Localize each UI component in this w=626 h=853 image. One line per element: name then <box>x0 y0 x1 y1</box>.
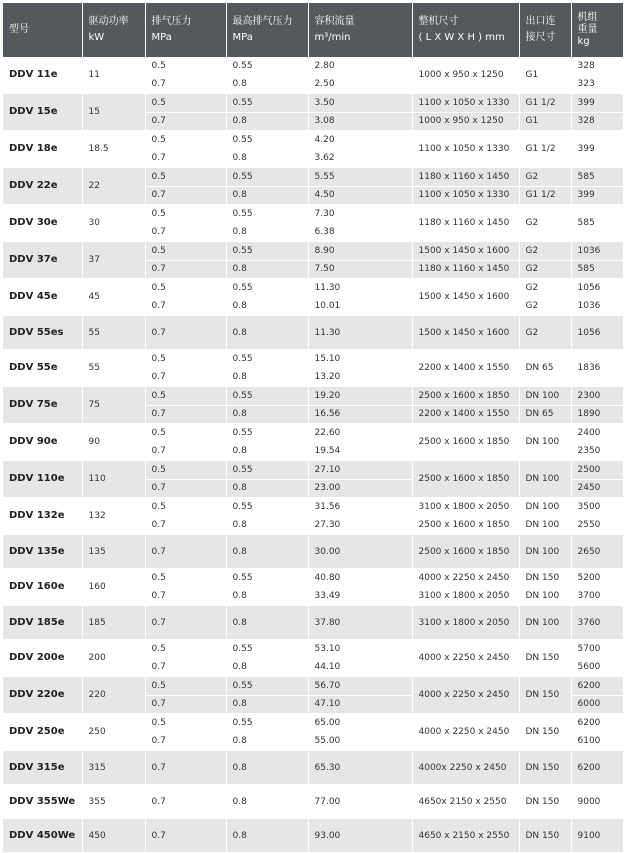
flow-cell: 4.20 <box>308 131 412 150</box>
outlet-cell: G2 <box>519 260 571 279</box>
weight-cell: 2650 <box>571 535 623 569</box>
pressure-cell: 0.5 <box>145 57 226 75</box>
pressure-cell: 0.7 <box>145 516 226 535</box>
power-cell: 15 <box>82 94 145 131</box>
pressure-cell: 0.5 <box>145 714 226 733</box>
table-row <box>3 242 623 261</box>
flow-cell: 3.50 <box>308 94 412 113</box>
table-row <box>3 387 623 406</box>
outlet-cell: DN 100 <box>519 587 571 606</box>
power-cell: 18.5 <box>82 131 145 168</box>
dimensions-cell: 1180 x 1160 x 1450 <box>412 168 519 187</box>
flow-cell: 3.62 <box>308 149 412 168</box>
max-pressure-cell: 0.55 <box>226 279 308 298</box>
weight-cell: 2350 <box>571 442 623 461</box>
weight-cell: 2550 <box>571 516 623 535</box>
header-pressure: 排气压力 MPa <box>145 3 226 57</box>
header-model: 型号 <box>3 3 82 57</box>
table-row <box>3 498 623 517</box>
outlet-cell: DN 150 <box>519 569 571 588</box>
pressure-cell: 0.7 <box>145 260 226 279</box>
dimensions-cell: 3100 x 1800 x 2050 <box>412 587 519 606</box>
dimensions-cell: 2500 x 1600 x 1850 <box>412 461 519 498</box>
weight-cell: 323 <box>571 75 623 94</box>
weight-cell: 2450 <box>571 479 623 498</box>
table-row <box>3 714 623 733</box>
model-cell: DDV 15e <box>3 94 82 131</box>
weight-cell: 2500 <box>571 461 623 480</box>
outlet-cell: DN 150 <box>519 819 571 853</box>
pressure-cell: 0.7 <box>145 785 226 819</box>
pressure-cell: 0.5 <box>145 168 226 187</box>
max-pressure-cell: 0.8 <box>226 112 308 131</box>
dimensions-cell: 1500 x 1450 x 1600 <box>412 279 519 316</box>
power-cell: 355 <box>82 785 145 819</box>
model-cell: DDV 55es <box>3 316 82 350</box>
outlet-cell: G2 <box>519 316 571 350</box>
outlet-cell: DN 100 <box>519 498 571 517</box>
max-pressure-cell: 0.8 <box>226 695 308 714</box>
pressure-cell: 0.7 <box>145 658 226 677</box>
max-pressure-cell: 0.8 <box>226 260 308 279</box>
max-pressure-cell: 0.8 <box>226 223 308 242</box>
table-row <box>3 279 623 298</box>
table-row <box>3 94 623 113</box>
pressure-cell: 0.5 <box>145 387 226 406</box>
outlet-cell: DN 100 <box>519 606 571 640</box>
power-cell: 132 <box>82 498 145 535</box>
table-row <box>3 57 623 75</box>
pressure-cell: 0.7 <box>145 819 226 853</box>
power-cell: 55 <box>82 350 145 387</box>
dimensions-cell: 4000 x 2250 x 2450 <box>412 714 519 751</box>
dimensions-cell: 4650 x 2150 x 2550 <box>412 819 519 853</box>
dimensions-cell: 4000x 2250 x 2450 <box>412 751 519 785</box>
power-cell: 135 <box>82 535 145 569</box>
pressure-cell: 0.7 <box>145 479 226 498</box>
model-cell: DDV 450We <box>3 819 82 853</box>
table-row <box>3 205 623 224</box>
outlet-cell: DN 150 <box>519 714 571 751</box>
max-pressure-cell: 0.8 <box>226 442 308 461</box>
power-cell: 45 <box>82 279 145 316</box>
power-cell: 90 <box>82 424 145 461</box>
flow-cell: 2.80 <box>308 57 412 75</box>
power-cell: 11 <box>82 57 145 94</box>
model-cell: DDV 185e <box>3 606 82 640</box>
flow-cell: 37.80 <box>308 606 412 640</box>
power-cell: 450 <box>82 819 145 853</box>
outlet-cell: G1 <box>519 112 571 131</box>
outlet-cell: G2 <box>519 168 571 187</box>
weight-cell: 328 <box>571 57 623 75</box>
pressure-cell: 0.7 <box>145 149 226 168</box>
model-cell: DDV 30e <box>3 205 82 242</box>
dimensions-cell: 1100 x 1050 x 1330 <box>412 94 519 113</box>
max-pressure-cell: 0.55 <box>226 640 308 659</box>
weight-cell: 5200 <box>571 569 623 588</box>
dimensions-cell: 2200 x 1400 x 1550 <box>412 350 519 387</box>
flow-cell: 19.20 <box>308 387 412 406</box>
flow-cell: 47.10 <box>308 695 412 714</box>
header-power: 驱动功率 kW <box>82 3 145 57</box>
flow-cell: 3.08 <box>308 112 412 131</box>
power-cell: 110 <box>82 461 145 498</box>
flow-cell: 65.30 <box>308 751 412 785</box>
weight-cell: 399 <box>571 186 623 205</box>
power-cell: 160 <box>82 569 145 606</box>
pressure-cell: 0.7 <box>145 751 226 785</box>
spec-table <box>3 3 623 853</box>
max-pressure-cell: 0.55 <box>226 131 308 150</box>
flow-cell: 19.54 <box>308 442 412 461</box>
weight-cell: 2300 <box>571 387 623 406</box>
table-row <box>3 640 623 659</box>
dimensions-cell: 4000 x 2250 x 2450 <box>412 640 519 677</box>
max-pressure-cell: 0.8 <box>226 785 308 819</box>
header-dimensions: 整机尺寸 ( L X W X H ) mm <box>412 3 519 57</box>
flow-cell: 7.50 <box>308 260 412 279</box>
model-cell: DDV 11e <box>3 57 82 94</box>
pressure-cell: 0.7 <box>145 316 226 350</box>
pressure-cell: 0.7 <box>145 695 226 714</box>
spec-table-body <box>3 57 623 853</box>
table-row <box>3 819 623 853</box>
max-pressure-cell: 0.8 <box>226 297 308 316</box>
outlet-cell: DN 100 <box>519 516 571 535</box>
weight-cell: 9100 <box>571 819 623 853</box>
outlet-cell: DN 100 <box>519 424 571 461</box>
flow-cell: 40.80 <box>308 569 412 588</box>
flow-cell: 53.10 <box>308 640 412 659</box>
flow-cell: 5.55 <box>308 168 412 187</box>
header-max-pressure: 最高排气压力 MPa <box>226 3 308 57</box>
pressure-cell: 0.7 <box>145 587 226 606</box>
flow-cell: 27.30 <box>308 516 412 535</box>
table-row <box>3 316 623 350</box>
flow-cell: 6.38 <box>308 223 412 242</box>
max-pressure-cell: 0.55 <box>226 569 308 588</box>
flow-cell: 55.00 <box>308 732 412 751</box>
pressure-cell: 0.7 <box>145 535 226 569</box>
model-cell: DDV 355We <box>3 785 82 819</box>
weight-cell: 6000 <box>571 695 623 714</box>
max-pressure-cell: 0.8 <box>226 516 308 535</box>
power-cell: 315 <box>82 751 145 785</box>
weight-cell: 1056 <box>571 279 623 298</box>
weight-cell: 1036 <box>571 297 623 316</box>
outlet-cell: DN 150 <box>519 785 571 819</box>
max-pressure-cell: 0.55 <box>226 677 308 696</box>
pressure-cell: 0.5 <box>145 640 226 659</box>
pressure-cell: 0.7 <box>145 606 226 640</box>
outlet-cell: G2 <box>519 297 571 316</box>
outlet-cell: DN 150 <box>519 751 571 785</box>
pressure-cell: 0.7 <box>145 297 226 316</box>
dimensions-cell: 3100 x 1800 x 2050 <box>412 606 519 640</box>
pressure-cell: 0.5 <box>145 677 226 696</box>
flow-cell: 16.56 <box>308 405 412 424</box>
outlet-cell: G2 <box>519 279 571 298</box>
pressure-cell: 0.5 <box>145 131 226 150</box>
weight-cell: 399 <box>571 94 623 113</box>
weight-cell: 1056 <box>571 316 623 350</box>
flow-cell: 11.30 <box>308 279 412 298</box>
model-cell: DDV 160e <box>3 569 82 606</box>
dimensions-cell: 2500 x 1600 x 1850 <box>412 516 519 535</box>
model-cell: DDV 110e <box>3 461 82 498</box>
flow-cell: 13.20 <box>308 368 412 387</box>
dimensions-cell: 1100 x 1050 x 1330 <box>412 131 519 168</box>
outlet-cell: G1 1/2 <box>519 131 571 168</box>
outlet-cell: G1 <box>519 57 571 94</box>
power-cell: 37 <box>82 242 145 279</box>
dimensions-cell: 4000 x 2250 x 2450 <box>412 677 519 714</box>
weight-cell: 585 <box>571 260 623 279</box>
flow-cell: 27.10 <box>308 461 412 480</box>
table-row <box>3 535 623 569</box>
power-cell: 250 <box>82 714 145 751</box>
table-row <box>3 785 623 819</box>
table-row <box>3 606 623 640</box>
model-cell: DDV 135e <box>3 535 82 569</box>
max-pressure-cell: 0.8 <box>226 732 308 751</box>
flow-cell: 44.10 <box>308 658 412 677</box>
pressure-cell: 0.7 <box>145 442 226 461</box>
table-row <box>3 677 623 696</box>
max-pressure-cell: 0.8 <box>226 149 308 168</box>
header-outlet: 出口连 接尺寸 <box>519 3 571 57</box>
weight-cell: 585 <box>571 205 623 242</box>
model-cell: DDV 315e <box>3 751 82 785</box>
dimensions-cell: 2500 x 1600 x 1850 <box>412 387 519 406</box>
max-pressure-cell: 0.55 <box>226 461 308 480</box>
table-row <box>3 461 623 480</box>
flow-cell: 4.50 <box>308 186 412 205</box>
flow-cell: 10.01 <box>308 297 412 316</box>
power-cell: 200 <box>82 640 145 677</box>
max-pressure-cell: 0.8 <box>226 606 308 640</box>
power-cell: 30 <box>82 205 145 242</box>
pressure-cell: 0.5 <box>145 424 226 443</box>
dimensions-cell: 2500 x 1600 x 1850 <box>412 535 519 569</box>
model-cell: DDV 90e <box>3 424 82 461</box>
outlet-cell: DN 65 <box>519 350 571 387</box>
power-cell: 22 <box>82 168 145 205</box>
table-row <box>3 350 623 369</box>
outlet-cell: G2 <box>519 242 571 261</box>
weight-cell: 1836 <box>571 350 623 387</box>
flow-cell: 33.49 <box>308 587 412 606</box>
table-row <box>3 751 623 785</box>
table-row <box>3 424 623 443</box>
model-cell: DDV 75e <box>3 387 82 424</box>
table-row <box>3 131 623 150</box>
weight-cell: 6100 <box>571 732 623 751</box>
outlet-cell: DN 100 <box>519 461 571 498</box>
max-pressure-cell: 0.55 <box>226 242 308 261</box>
max-pressure-cell: 0.8 <box>226 587 308 606</box>
outlet-cell: DN 100 <box>519 535 571 569</box>
pressure-cell: 0.5 <box>145 498 226 517</box>
max-pressure-cell: 0.8 <box>226 751 308 785</box>
dimensions-cell: 4650x 2150 x 2550 <box>412 785 519 819</box>
weight-cell: 1036 <box>571 242 623 261</box>
outlet-cell: DN 150 <box>519 677 571 714</box>
pressure-cell: 0.5 <box>145 94 226 113</box>
flow-cell: 8.90 <box>308 242 412 261</box>
model-cell: DDV 22e <box>3 168 82 205</box>
max-pressure-cell: 0.55 <box>226 498 308 517</box>
flow-cell: 15.10 <box>308 350 412 369</box>
outlet-cell: DN 65 <box>519 405 571 424</box>
weight-cell: 2400 <box>571 424 623 443</box>
dimensions-cell: 2200 x 1400 x 1550 <box>412 405 519 424</box>
pressure-cell: 0.7 <box>145 75 226 94</box>
weight-cell: 3700 <box>571 587 623 606</box>
outlet-cell: G1 1/2 <box>519 186 571 205</box>
max-pressure-cell: 0.8 <box>226 368 308 387</box>
dimensions-cell: 1180 x 1160 x 1450 <box>412 205 519 242</box>
dimensions-cell: 1500 x 1450 x 1600 <box>412 242 519 261</box>
power-cell: 75 <box>82 387 145 424</box>
max-pressure-cell: 0.8 <box>226 405 308 424</box>
max-pressure-cell: 0.55 <box>226 57 308 75</box>
pressure-cell: 0.5 <box>145 205 226 224</box>
flow-cell: 93.00 <box>308 819 412 853</box>
power-cell: 55 <box>82 316 145 350</box>
dimensions-cell: 4000 x 2250 x 2450 <box>412 569 519 588</box>
max-pressure-cell: 0.55 <box>226 205 308 224</box>
dimensions-cell: 3100 x 1800 x 2050 <box>412 498 519 517</box>
pressure-cell: 0.5 <box>145 242 226 261</box>
flow-cell: 65.00 <box>308 714 412 733</box>
weight-cell: 399 <box>571 131 623 168</box>
outlet-cell: DN 150 <box>519 640 571 677</box>
flow-cell: 30.00 <box>308 535 412 569</box>
model-cell: DDV 37e <box>3 242 82 279</box>
dimensions-cell: 1100 x 1050 x 1330 <box>412 186 519 205</box>
pressure-cell: 0.5 <box>145 279 226 298</box>
pressure-cell: 0.5 <box>145 569 226 588</box>
dimensions-cell: 2500 x 1600 x 1850 <box>412 424 519 461</box>
outlet-cell: G1 1/2 <box>519 94 571 113</box>
pressure-cell: 0.7 <box>145 405 226 424</box>
weight-cell: 585 <box>571 168 623 187</box>
model-cell: DDV 220e <box>3 677 82 714</box>
pressure-cell: 0.7 <box>145 112 226 131</box>
flow-cell: 22.60 <box>308 424 412 443</box>
dimensions-cell: 1000 x 950 x 1250 <box>412 112 519 131</box>
pressure-cell: 0.5 <box>145 461 226 480</box>
weight-cell: 6200 <box>571 677 623 696</box>
power-cell: 220 <box>82 677 145 714</box>
pressure-cell: 0.7 <box>145 368 226 387</box>
pressure-cell: 0.7 <box>145 186 226 205</box>
model-cell: DDV 200e <box>3 640 82 677</box>
dimensions-cell: 1000 x 950 x 1250 <box>412 57 519 94</box>
weight-cell: 3500 <box>571 498 623 517</box>
header-flow: 容积流量 m³/min <box>308 3 412 57</box>
max-pressure-cell: 0.55 <box>226 168 308 187</box>
model-cell: DDV 250e <box>3 714 82 751</box>
flow-cell: 2.50 <box>308 75 412 94</box>
table-header-row <box>3 3 623 57</box>
flow-cell: 11.30 <box>308 316 412 350</box>
flow-cell: 56.70 <box>308 677 412 696</box>
model-cell: DDV 132e <box>3 498 82 535</box>
max-pressure-cell: 0.55 <box>226 714 308 733</box>
max-pressure-cell: 0.8 <box>226 316 308 350</box>
power-cell: 185 <box>82 606 145 640</box>
model-cell: DDV 55e <box>3 350 82 387</box>
pressure-cell: 0.7 <box>145 732 226 751</box>
weight-cell: 6200 <box>571 714 623 733</box>
flow-cell: 31.56 <box>308 498 412 517</box>
dimensions-cell: 1500 x 1450 x 1600 <box>412 316 519 350</box>
flow-cell: 77.00 <box>308 785 412 819</box>
flow-cell: 7.30 <box>308 205 412 224</box>
weight-cell: 3760 <box>571 606 623 640</box>
max-pressure-cell: 0.8 <box>226 186 308 205</box>
weight-cell: 9000 <box>571 785 623 819</box>
model-cell: DDV 45e <box>3 279 82 316</box>
weight-cell: 6200 <box>571 751 623 785</box>
max-pressure-cell: 0.55 <box>226 424 308 443</box>
model-cell: DDV 18e <box>3 131 82 168</box>
weight-cell: 328 <box>571 112 623 131</box>
max-pressure-cell: 0.8 <box>226 658 308 677</box>
max-pressure-cell: 0.55 <box>226 94 308 113</box>
flow-cell: 23.00 <box>308 479 412 498</box>
weight-cell: 5700 <box>571 640 623 659</box>
outlet-cell: G2 <box>519 205 571 242</box>
max-pressure-cell: 0.8 <box>226 819 308 853</box>
pressure-cell: 0.5 <box>145 350 226 369</box>
pressure-cell: 0.7 <box>145 223 226 242</box>
table-row <box>3 569 623 588</box>
dimensions-cell: 1180 x 1160 x 1450 <box>412 260 519 279</box>
weight-cell: 5600 <box>571 658 623 677</box>
header-weight: 机组 重量 kg <box>571 3 623 57</box>
outlet-cell: DN 100 <box>519 387 571 406</box>
max-pressure-cell: 0.8 <box>226 535 308 569</box>
table-row <box>3 168 623 187</box>
max-pressure-cell: 0.55 <box>226 350 308 369</box>
max-pressure-cell: 0.8 <box>226 479 308 498</box>
weight-cell: 1890 <box>571 405 623 424</box>
max-pressure-cell: 0.8 <box>226 75 308 94</box>
max-pressure-cell: 0.55 <box>226 387 308 406</box>
